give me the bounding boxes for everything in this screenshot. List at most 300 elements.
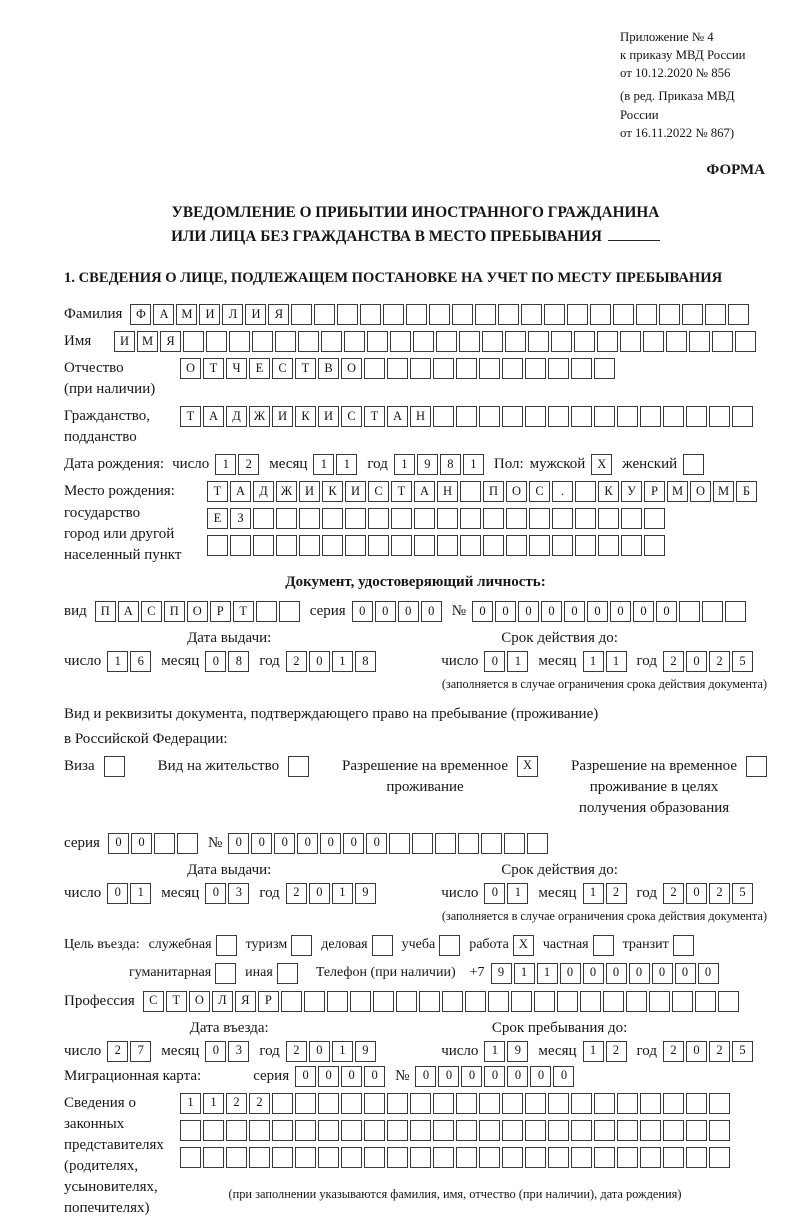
char-cell[interactable] xyxy=(617,1093,638,1114)
char-cell[interactable] xyxy=(364,1120,385,1141)
char-cell[interactable] xyxy=(433,406,454,427)
char-cell[interactable] xyxy=(479,1093,500,1114)
char-cell[interactable] xyxy=(505,331,526,352)
char-cell[interactable]: 1 xyxy=(130,883,151,904)
char-cell[interactable] xyxy=(502,406,523,427)
char-cell[interactable]: 2 xyxy=(709,1041,730,1062)
char-cell[interactable] xyxy=(350,991,371,1012)
char-cell[interactable] xyxy=(571,406,592,427)
char-cell[interactable]: 0 xyxy=(686,1041,707,1062)
char-cell[interactable] xyxy=(502,358,523,379)
char-cell[interactable] xyxy=(419,991,440,1012)
char-cell[interactable] xyxy=(226,1120,247,1141)
char-cell[interactable]: 0 xyxy=(274,833,295,854)
char-cell[interactable]: 9 xyxy=(507,1041,528,1062)
char-cell[interactable]: Д xyxy=(253,481,274,502)
char-cell[interactable]: 0 xyxy=(228,833,249,854)
char-cell[interactable]: 0 xyxy=(205,1041,226,1062)
char-cell[interactable]: Т xyxy=(233,601,254,622)
char-cell[interactable] xyxy=(617,406,638,427)
char-cell[interactable] xyxy=(621,508,642,529)
char-cell[interactable]: Т xyxy=(391,481,412,502)
char-cell[interactable] xyxy=(435,833,456,854)
char-cell[interactable] xyxy=(679,601,700,622)
char-cell[interactable] xyxy=(390,331,411,352)
char-cell[interactable]: 0 xyxy=(297,833,318,854)
char-cell[interactable]: 0 xyxy=(656,601,677,622)
char-cell[interactable]: О xyxy=(690,481,711,502)
char-cell[interactable] xyxy=(459,331,480,352)
char-cell[interactable] xyxy=(291,304,312,325)
char-cell[interactable] xyxy=(180,1147,201,1168)
char-cell[interactable]: Т xyxy=(180,406,201,427)
char-cell[interactable] xyxy=(525,1120,546,1141)
char-cell[interactable]: Я xyxy=(160,331,181,352)
char-cell[interactable] xyxy=(318,1120,339,1141)
char-cell[interactable]: А xyxy=(387,406,408,427)
char-cell[interactable]: 0 xyxy=(364,1066,385,1087)
char-cell[interactable]: К xyxy=(322,481,343,502)
char-cell[interactable]: 0 xyxy=(564,601,585,622)
char-cell[interactable] xyxy=(318,1147,339,1168)
char-cell[interactable]: М xyxy=(713,481,734,502)
char-cell[interactable]: Т xyxy=(295,358,316,379)
char-cell[interactable] xyxy=(640,1093,661,1114)
char-cell[interactable]: С xyxy=(529,481,550,502)
char-cell[interactable] xyxy=(368,508,389,529)
char-cell[interactable] xyxy=(525,406,546,427)
char-cell[interactable]: Б xyxy=(736,481,757,502)
char-cell[interactable] xyxy=(437,535,458,556)
char-cell[interactable]: Е xyxy=(249,358,270,379)
char-cell[interactable] xyxy=(387,358,408,379)
char-cell[interactable] xyxy=(364,358,385,379)
char-cell[interactable]: С xyxy=(143,991,164,1012)
char-cell[interactable] xyxy=(341,1120,362,1141)
char-cell[interactable] xyxy=(389,833,410,854)
char-cell[interactable]: X xyxy=(517,756,538,777)
char-cell[interactable]: . xyxy=(552,481,573,502)
char-cell[interactable] xyxy=(732,406,753,427)
char-cell[interactable]: И xyxy=(299,481,320,502)
char-cell[interactable]: 1 xyxy=(394,454,415,475)
char-cell[interactable] xyxy=(709,1120,730,1141)
char-cell[interactable]: 0 xyxy=(438,1066,459,1087)
char-cell[interactable] xyxy=(456,1147,477,1168)
char-cell[interactable] xyxy=(504,833,525,854)
char-cell[interactable] xyxy=(529,508,550,529)
char-cell[interactable]: 0 xyxy=(507,1066,528,1087)
char-cell[interactable]: И xyxy=(272,406,293,427)
char-cell[interactable] xyxy=(410,358,431,379)
char-cell[interactable]: И xyxy=(245,304,266,325)
char-cell[interactable] xyxy=(368,535,389,556)
char-cell[interactable]: 0 xyxy=(309,883,330,904)
char-cell[interactable] xyxy=(299,535,320,556)
char-cell[interactable] xyxy=(249,1147,270,1168)
char-cell[interactable] xyxy=(702,601,723,622)
char-cell[interactable]: 1 xyxy=(215,454,236,475)
char-cell[interactable]: 1 xyxy=(514,963,535,984)
char-cell[interactable]: 0 xyxy=(484,651,505,672)
char-cell[interactable] xyxy=(344,331,365,352)
char-cell[interactable] xyxy=(322,508,343,529)
char-cell[interactable]: 2 xyxy=(663,651,684,672)
char-cell[interactable] xyxy=(345,508,366,529)
char-cell[interactable] xyxy=(230,535,251,556)
char-cell[interactable]: 1 xyxy=(332,883,353,904)
char-cell[interactable] xyxy=(367,331,388,352)
char-cell[interactable] xyxy=(276,535,297,556)
char-cell[interactable]: М xyxy=(176,304,197,325)
char-cell[interactable]: И xyxy=(318,406,339,427)
char-cell[interactable] xyxy=(288,756,309,777)
char-cell[interactable] xyxy=(460,481,481,502)
char-cell[interactable] xyxy=(598,508,619,529)
char-cell[interactable] xyxy=(663,1120,684,1141)
char-cell[interactable] xyxy=(575,481,596,502)
char-cell[interactable]: Н xyxy=(410,406,431,427)
char-cell[interactable]: 2 xyxy=(286,651,307,672)
char-cell[interactable]: О xyxy=(341,358,362,379)
char-cell[interactable] xyxy=(640,1147,661,1168)
char-cell[interactable]: Р xyxy=(644,481,665,502)
char-cell[interactable] xyxy=(277,963,298,984)
char-cell[interactable] xyxy=(571,358,592,379)
char-cell[interactable]: 1 xyxy=(583,651,604,672)
char-cell[interactable]: Ж xyxy=(249,406,270,427)
char-cell[interactable]: X xyxy=(591,454,612,475)
char-cell[interactable]: 1 xyxy=(332,1041,353,1062)
char-cell[interactable] xyxy=(683,454,704,475)
char-cell[interactable] xyxy=(318,1093,339,1114)
char-cell[interactable] xyxy=(433,358,454,379)
char-cell[interactable] xyxy=(663,406,684,427)
char-cell[interactable]: 0 xyxy=(295,1066,316,1087)
char-cell[interactable] xyxy=(465,991,486,1012)
char-cell[interactable] xyxy=(479,1147,500,1168)
char-cell[interactable]: 2 xyxy=(663,1041,684,1062)
char-cell[interactable] xyxy=(272,1093,293,1114)
char-cell[interactable]: С xyxy=(368,481,389,502)
char-cell[interactable] xyxy=(594,406,615,427)
char-cell[interactable]: 0 xyxy=(421,601,442,622)
char-cell[interactable] xyxy=(203,1147,224,1168)
char-cell[interactable]: 1 xyxy=(313,454,334,475)
char-cell[interactable]: 0 xyxy=(251,833,272,854)
char-cell[interactable] xyxy=(525,358,546,379)
char-cell[interactable]: 0 xyxy=(633,601,654,622)
char-cell[interactable]: 1 xyxy=(203,1093,224,1114)
char-cell[interactable]: 0 xyxy=(352,601,373,622)
char-cell[interactable]: 0 xyxy=(205,651,226,672)
char-cell[interactable]: 0 xyxy=(560,963,581,984)
char-cell[interactable] xyxy=(396,991,417,1012)
char-cell[interactable] xyxy=(594,1120,615,1141)
char-cell[interactable] xyxy=(597,331,618,352)
char-cell[interactable] xyxy=(659,304,680,325)
char-cell[interactable] xyxy=(429,304,450,325)
char-cell[interactable]: О xyxy=(189,991,210,1012)
char-cell[interactable] xyxy=(488,991,509,1012)
char-cell[interactable] xyxy=(436,331,457,352)
char-cell[interactable] xyxy=(104,756,125,777)
char-cell[interactable]: 2 xyxy=(286,1041,307,1062)
char-cell[interactable]: П xyxy=(95,601,116,622)
char-cell[interactable]: 1 xyxy=(336,454,357,475)
char-cell[interactable]: 2 xyxy=(606,883,627,904)
char-cell[interactable] xyxy=(304,991,325,1012)
char-cell[interactable] xyxy=(295,1147,316,1168)
char-cell[interactable]: 2 xyxy=(286,883,307,904)
char-cell[interactable]: М xyxy=(667,481,688,502)
char-cell[interactable] xyxy=(548,358,569,379)
char-cell[interactable] xyxy=(433,1093,454,1114)
char-cell[interactable] xyxy=(712,331,733,352)
char-cell[interactable]: 0 xyxy=(484,1066,505,1087)
char-cell[interactable] xyxy=(279,601,300,622)
char-cell[interactable] xyxy=(229,331,250,352)
char-cell[interactable] xyxy=(525,1093,546,1114)
char-cell[interactable] xyxy=(387,1120,408,1141)
char-cell[interactable] xyxy=(456,1093,477,1114)
char-cell[interactable]: Я xyxy=(268,304,289,325)
char-cell[interactable]: 0 xyxy=(484,883,505,904)
char-cell[interactable] xyxy=(364,1147,385,1168)
char-cell[interactable]: 0 xyxy=(587,601,608,622)
char-cell[interactable] xyxy=(272,1147,293,1168)
char-cell[interactable]: 1 xyxy=(332,651,353,672)
char-cell[interactable] xyxy=(460,535,481,556)
char-cell[interactable]: 2 xyxy=(238,454,259,475)
char-cell[interactable]: 0 xyxy=(375,601,396,622)
char-cell[interactable] xyxy=(341,1093,362,1114)
char-cell[interactable]: 0 xyxy=(652,963,673,984)
char-cell[interactable] xyxy=(649,991,670,1012)
char-cell[interactable] xyxy=(410,1147,431,1168)
char-cell[interactable] xyxy=(475,304,496,325)
char-cell[interactable] xyxy=(644,508,665,529)
char-cell[interactable]: Ж xyxy=(276,481,297,502)
char-cell[interactable]: З xyxy=(230,508,251,529)
char-cell[interactable] xyxy=(666,331,687,352)
char-cell[interactable] xyxy=(452,304,473,325)
char-cell[interactable] xyxy=(275,331,296,352)
char-cell[interactable] xyxy=(663,1093,684,1114)
char-cell[interactable] xyxy=(216,935,237,956)
char-cell[interactable]: 0 xyxy=(318,1066,339,1087)
char-cell[interactable] xyxy=(482,331,503,352)
char-cell[interactable]: 0 xyxy=(518,601,539,622)
char-cell[interactable]: Ф xyxy=(130,304,151,325)
char-cell[interactable] xyxy=(341,1147,362,1168)
char-cell[interactable] xyxy=(502,1120,523,1141)
char-cell[interactable]: 0 xyxy=(583,963,604,984)
char-cell[interactable] xyxy=(548,406,569,427)
char-cell[interactable]: К xyxy=(295,406,316,427)
char-cell[interactable] xyxy=(410,1120,431,1141)
char-cell[interactable]: 0 xyxy=(461,1066,482,1087)
char-cell[interactable]: 0 xyxy=(309,651,330,672)
char-cell[interactable] xyxy=(640,1120,661,1141)
char-cell[interactable]: Л xyxy=(222,304,243,325)
char-cell[interactable]: 0 xyxy=(107,883,128,904)
char-cell[interactable] xyxy=(481,833,502,854)
char-cell[interactable]: 1 xyxy=(507,651,528,672)
char-cell[interactable] xyxy=(291,935,312,956)
char-cell[interactable] xyxy=(552,535,573,556)
char-cell[interactable]: 0 xyxy=(108,833,129,854)
char-cell[interactable] xyxy=(551,331,572,352)
char-cell[interactable] xyxy=(479,358,500,379)
char-cell[interactable] xyxy=(439,935,460,956)
char-cell[interactable] xyxy=(345,535,366,556)
char-cell[interactable] xyxy=(483,535,504,556)
char-cell[interactable]: 1 xyxy=(107,651,128,672)
char-cell[interactable] xyxy=(571,1147,592,1168)
char-cell[interactable] xyxy=(433,1147,454,1168)
char-cell[interactable]: Р xyxy=(258,991,279,1012)
char-cell[interactable]: 0 xyxy=(495,601,516,622)
char-cell[interactable]: 0 xyxy=(675,963,696,984)
char-cell[interactable] xyxy=(603,991,624,1012)
char-cell[interactable]: 2 xyxy=(249,1093,270,1114)
char-cell[interactable] xyxy=(626,991,647,1012)
char-cell[interactable] xyxy=(534,991,555,1012)
char-cell[interactable] xyxy=(709,406,730,427)
char-cell[interactable] xyxy=(552,508,573,529)
char-cell[interactable] xyxy=(672,991,693,1012)
char-cell[interactable] xyxy=(314,304,335,325)
char-cell[interactable]: 0 xyxy=(341,1066,362,1087)
char-cell[interactable] xyxy=(673,935,694,956)
char-cell[interactable] xyxy=(705,304,726,325)
char-cell[interactable] xyxy=(226,1147,247,1168)
char-cell[interactable] xyxy=(321,331,342,352)
char-cell[interactable]: 2 xyxy=(606,1041,627,1062)
char-cell[interactable]: М xyxy=(137,331,158,352)
char-cell[interactable]: 0 xyxy=(320,833,341,854)
char-cell[interactable] xyxy=(709,1147,730,1168)
char-cell[interactable]: Н xyxy=(437,481,458,502)
char-cell[interactable]: 1 xyxy=(484,1041,505,1062)
char-cell[interactable] xyxy=(154,833,175,854)
char-cell[interactable] xyxy=(295,1120,316,1141)
char-cell[interactable] xyxy=(360,304,381,325)
char-cell[interactable]: 8 xyxy=(355,651,376,672)
char-cell[interactable] xyxy=(203,1120,224,1141)
char-cell[interactable]: Т xyxy=(203,358,224,379)
char-cell[interactable]: 5 xyxy=(732,1041,753,1062)
char-cell[interactable] xyxy=(456,1120,477,1141)
char-cell[interactable] xyxy=(506,508,527,529)
char-cell[interactable]: 1 xyxy=(583,1041,604,1062)
char-cell[interactable]: 9 xyxy=(417,454,438,475)
char-cell[interactable]: Е xyxy=(207,508,228,529)
char-cell[interactable] xyxy=(544,304,565,325)
char-cell[interactable] xyxy=(527,833,548,854)
char-cell[interactable]: О xyxy=(506,481,527,502)
char-cell[interactable]: Л xyxy=(212,991,233,1012)
char-cell[interactable] xyxy=(414,535,435,556)
char-cell[interactable]: Я xyxy=(235,991,256,1012)
char-cell[interactable] xyxy=(590,304,611,325)
char-cell[interactable] xyxy=(502,1147,523,1168)
char-cell[interactable]: С xyxy=(341,406,362,427)
char-cell[interactable]: С xyxy=(272,358,293,379)
char-cell[interactable] xyxy=(456,406,477,427)
char-cell[interactable] xyxy=(256,601,277,622)
char-cell[interactable] xyxy=(644,535,665,556)
char-cell[interactable] xyxy=(206,331,227,352)
char-cell[interactable] xyxy=(412,833,433,854)
char-cell[interactable] xyxy=(557,991,578,1012)
char-cell[interactable] xyxy=(215,963,236,984)
char-cell[interactable] xyxy=(502,1093,523,1114)
char-cell[interactable] xyxy=(686,1147,707,1168)
char-cell[interactable]: Ч xyxy=(226,358,247,379)
char-cell[interactable] xyxy=(548,1120,569,1141)
char-cell[interactable]: X xyxy=(513,935,534,956)
char-cell[interactable] xyxy=(249,1120,270,1141)
char-cell[interactable] xyxy=(620,331,641,352)
char-cell[interactable]: 0 xyxy=(472,601,493,622)
char-cell[interactable] xyxy=(746,756,767,777)
char-cell[interactable]: А xyxy=(414,481,435,502)
char-cell[interactable] xyxy=(364,1093,385,1114)
char-cell[interactable] xyxy=(373,991,394,1012)
char-cell[interactable]: Т xyxy=(364,406,385,427)
char-cell[interactable]: 5 xyxy=(732,883,753,904)
char-cell[interactable]: У xyxy=(621,481,642,502)
char-cell[interactable]: 6 xyxy=(130,651,151,672)
char-cell[interactable]: 1 xyxy=(507,883,528,904)
char-cell[interactable]: 2 xyxy=(226,1093,247,1114)
char-cell[interactable]: 0 xyxy=(610,601,631,622)
char-cell[interactable] xyxy=(594,358,615,379)
char-cell[interactable] xyxy=(529,535,550,556)
char-cell[interactable] xyxy=(299,508,320,529)
char-cell[interactable] xyxy=(567,304,588,325)
char-cell[interactable]: В xyxy=(318,358,339,379)
char-cell[interactable]: А xyxy=(230,481,251,502)
char-cell[interactable]: 8 xyxy=(440,454,461,475)
char-cell[interactable]: 0 xyxy=(686,651,707,672)
char-cell[interactable] xyxy=(575,535,596,556)
char-cell[interactable] xyxy=(391,508,412,529)
char-cell[interactable]: 3 xyxy=(228,883,249,904)
char-cell[interactable] xyxy=(272,1120,293,1141)
char-cell[interactable]: 9 xyxy=(355,1041,376,1062)
char-cell[interactable]: 0 xyxy=(629,963,650,984)
char-cell[interactable] xyxy=(525,1147,546,1168)
char-cell[interactable]: 1 xyxy=(606,651,627,672)
char-cell[interactable] xyxy=(617,1147,638,1168)
char-cell[interactable]: 0 xyxy=(309,1041,330,1062)
char-cell[interactable] xyxy=(479,406,500,427)
char-cell[interactable]: 1 xyxy=(463,454,484,475)
char-cell[interactable] xyxy=(391,535,412,556)
char-cell[interactable] xyxy=(621,535,642,556)
char-cell[interactable] xyxy=(442,991,463,1012)
char-cell[interactable] xyxy=(689,331,710,352)
char-cell[interactable]: 8 xyxy=(228,651,249,672)
char-cell[interactable]: 0 xyxy=(541,601,562,622)
char-cell[interactable] xyxy=(574,331,595,352)
char-cell[interactable] xyxy=(337,304,358,325)
char-cell[interactable] xyxy=(506,535,527,556)
char-cell[interactable] xyxy=(682,304,703,325)
